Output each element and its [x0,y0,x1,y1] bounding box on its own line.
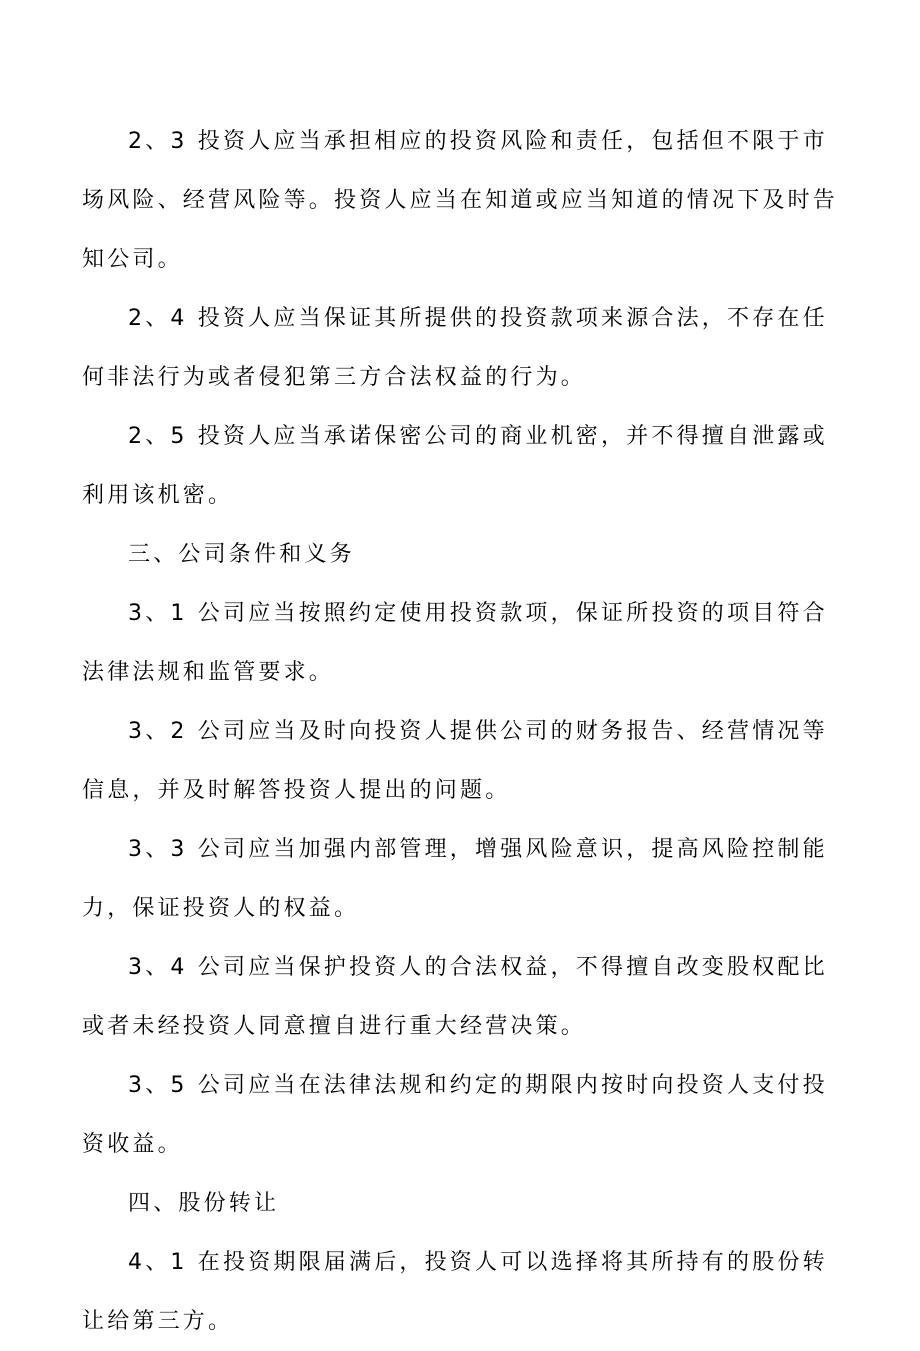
clause-3-5: 3、5 公司应当在法律法规和约定的期限内按时向投资人支付投资收益。 [82,1073,828,1157]
clause-4-1: 4、1 在投资期限届满后，投资人可以选择将其所持有的股份转让给第三方。 [82,1250,828,1334]
clause-3-1: 3、1 公司应当按照约定使用投资款项，保证所投资的项目符合法律法规和监管要求。 [82,601,828,685]
section-heading-4: 四、股份转让 [128,1191,280,1216]
section-heading-3: 三、公司条件和义务 [128,542,355,567]
clause-2-4: 2、4 投资人应当保证其所提供的投资款项来源合法，不存在任何非法行为或者侵犯第三方合法权益的行为。 [82,306,828,390]
clause-2-5: 2、5 投资人应当承诺保密公司的商业机密，并不得擅自泄露或利用该机密。 [82,424,828,508]
clause-3-2: 3、2 公司应当及时向投资人提供公司的财务报告、经营情况等信息，并及时解答投资人提出的问题。 [82,719,828,803]
clause-2-3: 2、3 投资人应当承担相应的投资风险和责任，包括但不限于市场风险、经营风险等。投资人应当在知道或应当知道的情况下及时告知公司。 [82,129,839,272]
clause-3-3: 3、3 公司应当加强内部管理，增强风险意识，提高风险控制能力，保证投资人的权益。 [82,837,828,921]
clause-3-4: 3、4 公司应当保护投资人的合法权益，不得擅自改变股权配比或者未经投资人同意擅自进行重大经营决策。 [82,955,828,1039]
